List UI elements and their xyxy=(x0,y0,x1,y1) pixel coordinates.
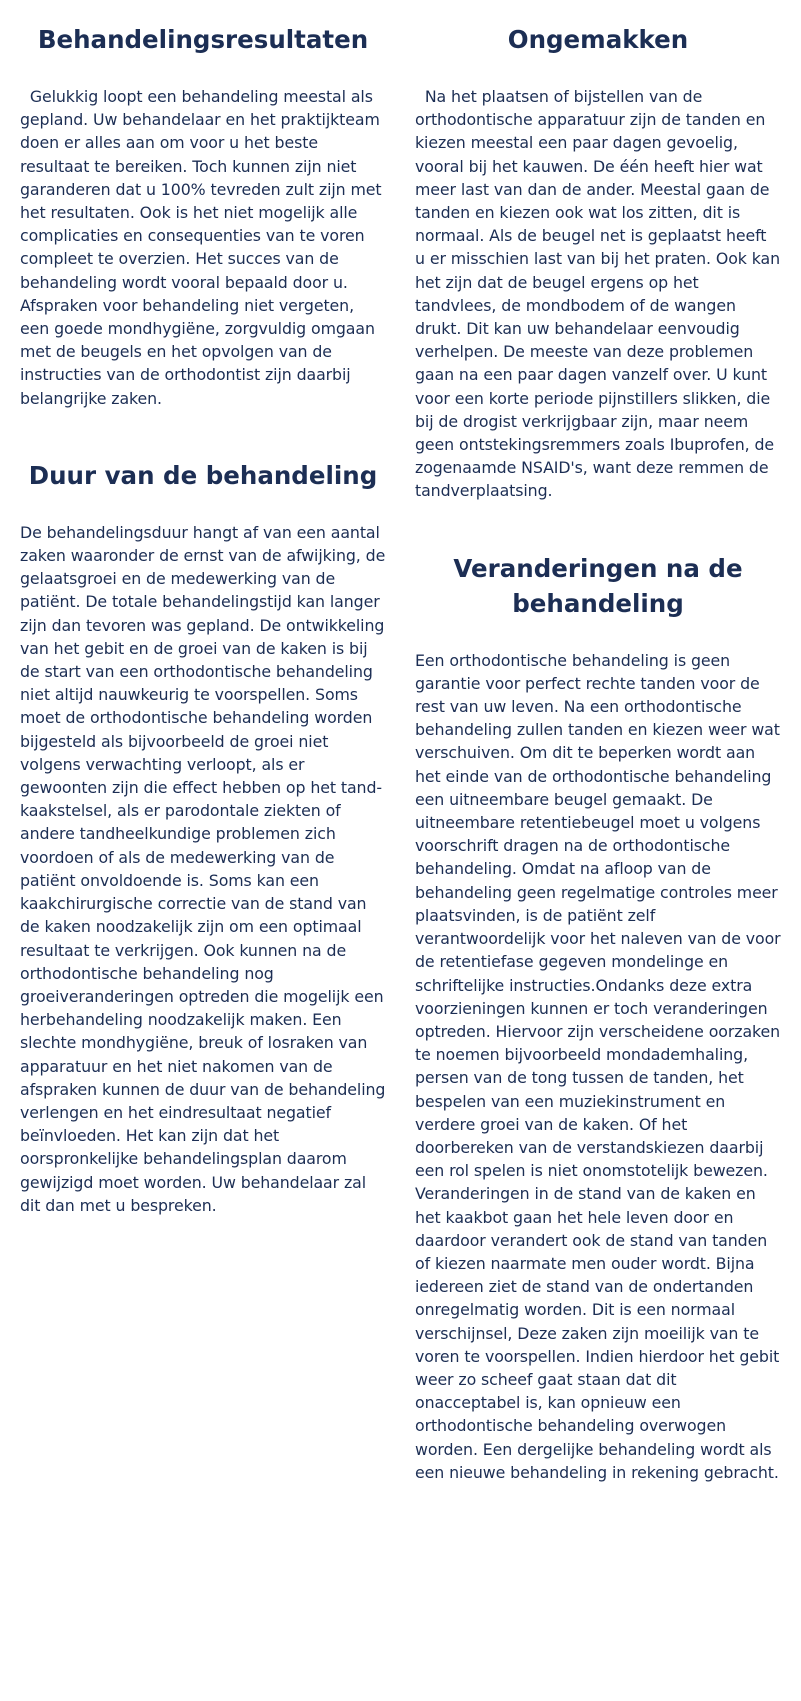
section-text: Een orthodontische behandeling is geen garantie voor perfect rechte tanden voor de rest van uw leven. Na een orthodontische behandeling zullen tanden en kiezen weer wat verschuiven. Om dit te beperken wordt aan het einde van de orthodontische behandeling een uitneembare beugel gemaakt. De uitneembare retentiebeugel moet u volgens voorschrift dragen na de orthodontische behandeling. Omdat na afloop van de behandeling geen regelmatige controles meer plaatsvinden, is de patiënt zelf verantwoordelijk voor het naleven van de voor de retentiefase gegeven mondelinge en schriftelijke instructies.Ondanks deze extra voorzieningen kunnen er toch veranderingen optreden. Hiervoor zijn verscheidene oorzaken te noemen bijvoorbeeld mondademhaling, persen van de tong tussen de tanden, het bespelen van een muziekinstrument en verdere groei van de kaken. Of het doorbereken van de verstandskiezen daarbij een rol spelen is niet onomstotelijk bewezen. Veranderingen in de stand van de kaken en het kaakbot gaan het hele leven door en daardoor verandert ook de stand van tanden of kiezen naarmate men ouder wordt. Bijna iedereen ziet de stand van de ondertanden onregelmatig worden. Dit is een normaal verschijnsel, Deze zaken zijn moeilijk van te voren te voorspellen. Indien hierdoor het gebit weer zo scheef gaat staan dat dit onacceptabel is, kan opnieuw een orthodontische behandeling overwogen worden. Een dergelijke behandeling wordt als een nieuwe behandeling in rekening gebracht. xyxy=(415,650,781,1482)
section-title: Behandelingsresultaten xyxy=(37,25,369,54)
section-veranderingen-na-de-behandeling xyxy=(415,551,781,1484)
left-column xyxy=(20,0,386,1484)
section-text: Na het plaatsen of bijstellen van de orthodontische apparatuur zijn de tanden en kiezen meestal een paar dagen gevoelig, vooral bij het kauwen. De één heeft hier wat meer last van dan de ander. Meestal gaan de tanden en kiezen ook wat los zitten, dit is normaal. Als de beugel net is geplaatst heeft u er misschien last van bij het praten. Ook kan het zijn dat de beugel ergens op het tandvlees, de mondbodem of de wangen drukt. Dit kan uw behandelaar eenvoudig verhelpen. De meeste van deze problemen gaan na een paar dagen vanzelf over. U kunt voor een korte periode pijnstillers slikken, die bij de drogist verkrijgbaar zijn, maar neem geen ontstekingsremmers zoals Ibuprofen, de zogenaamde NSAID's, want deze remmen de tandverplaatsing. xyxy=(415,87,785,501)
section-text: Gelukkig loopt een behandeling meestal als gepland. Uw behandelaar en het praktijkteam doen er alles aan om voor u het beste resultaat te bereiken. Toch kunnen zijn niet garanderen dat u 100% tevreden zult zijn met het resultaten. Ook is het niet mogelijk alle complicaties en consequenties van te voren compleet te overzien. Het succes van de behandeling wordt vooral bepaald door u. Afspraken voor behandeling niet vergeten, een goede mondhygiëne, zorgvuldig omgaan met de beugels en het opvolgen van de instructies van de orthodontist zijn daarbij belangrijke zaken. xyxy=(20,87,387,408)
section-duur-van-de-behandeling xyxy=(20,458,386,1217)
right-column xyxy=(415,0,785,1484)
section-text: De behandelingsduur hangt af van een aantal zaken waaronder de ernst van de afwijking, de gelaatsgroei en de medewerking van de patiënt. De totale behandelingstijd kan langer zijn dan tevoren was gepland. De ontwikkeling van het gebit en de groei van de kaken is bij de start van een orthodontische behandeling niet altijd nauwkeurig te voorspellen. Soms moet de orthodontische behandeling worden bijgesteld als bijvoorbeeld de groei niet volgens verwachting verloopt, als er gewoonten zijn die effect hebben op het tand-kaakstelsel, als er parodontale ziekten of andere tandheelkundige problemen zich voordoen of als de medewerking van de patiënt onvoldoende is. Soms kan een kaakchirurgische correctie van de stand van de kaken noodzakelijk zijn om een optimaal resultaat te verkrijgen. Ook kunnen na de orthodontische behandeling nog groeiveranderingen optreden die mogelijk een herbehandeling noodzakelijk maken. Een slechte mondhygiëne, breuk of losraken van apparatuur en het niet nakomen van de afspraken kunnen de duur van de behandeling verlengen en het eindresultaat negatief beïnvloeden. Het kan zijn dat het oorspronkelijke behandelingsplan daarom gewijzigd moet worden. Uw behandelaar zal dit dan met u bespreken. xyxy=(20,522,386,1215)
section-ongemakken xyxy=(415,22,785,503)
section-title: Veranderingen na de behandeling xyxy=(453,553,743,618)
section-behandelingsresultaten xyxy=(20,22,386,410)
section-title: Ongemakken xyxy=(507,25,689,54)
section-title: Duur van de behandeling xyxy=(28,460,378,490)
